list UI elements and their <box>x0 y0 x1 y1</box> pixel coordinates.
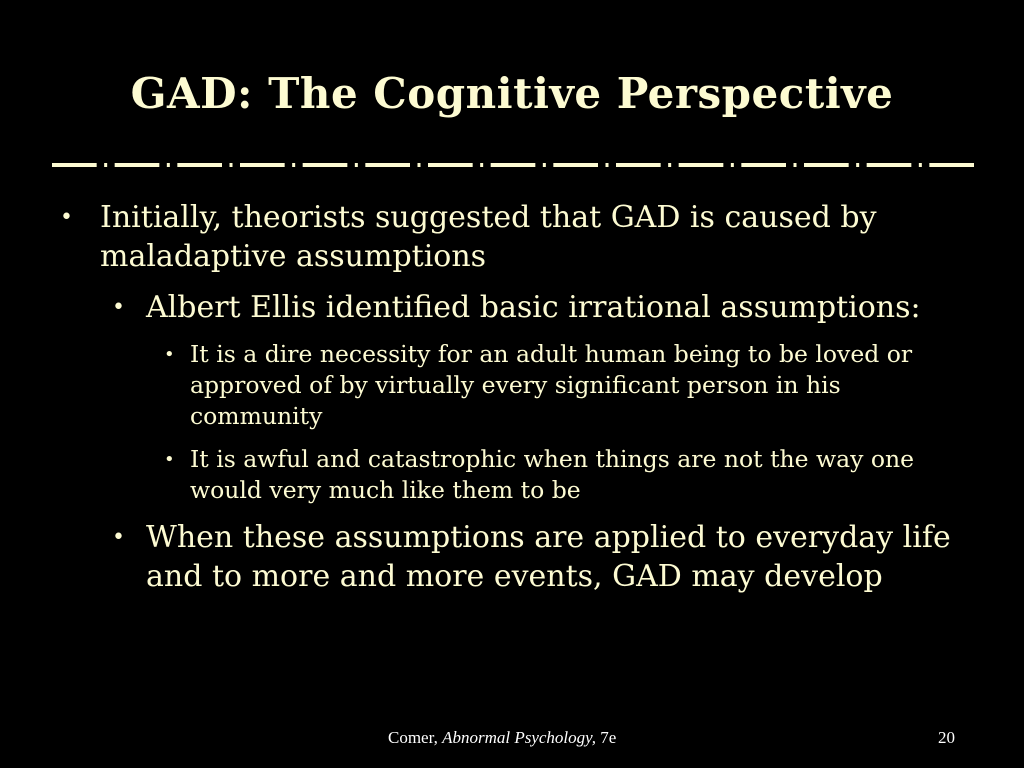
divider-dash <box>553 163 598 167</box>
footer-edition: 7e <box>600 728 617 747</box>
divider-dash <box>365 163 410 167</box>
footer-book-title: Abnormal Psychology, <box>442 728 597 747</box>
bullet-dot-icon: • <box>164 449 175 470</box>
divider-dot <box>919 163 922 167</box>
divider-dash <box>177 163 222 167</box>
divider-dash <box>428 163 473 167</box>
divider-dash <box>616 163 661 167</box>
divider-dot <box>794 163 797 167</box>
page-number: 20 <box>938 728 955 747</box>
divider-dot <box>731 163 734 167</box>
divider-dash <box>741 163 786 167</box>
divider-dot <box>104 163 107 167</box>
footer-citation <box>388 728 616 748</box>
bullet-dot-icon: • <box>60 205 73 230</box>
divider-dash <box>240 163 285 167</box>
footer-author: Comer, <box>388 728 438 747</box>
divider-dot <box>167 163 170 167</box>
divider-dot <box>480 163 483 167</box>
bullet-dot-icon: • <box>164 344 175 365</box>
divider-dash <box>804 163 849 167</box>
divider-dash <box>867 163 912 167</box>
bullet-text: It is a dire necessity for an adult human being to be loved or approved of by virtually every significant person in his community <box>190 340 913 430</box>
divider-dot <box>355 163 358 167</box>
title-divider <box>52 157 974 173</box>
slide-title: GAD: The Cognitive Perspective <box>130 69 894 118</box>
bullet-text: When these assumptions are applied to everyday life and to more and more events, GAD may develop <box>146 520 951 594</box>
divider-dash <box>679 163 724 167</box>
divider-dot <box>606 163 609 167</box>
bullet-level2-item <box>60 518 970 596</box>
divider-dot <box>668 163 671 167</box>
divider-dash <box>303 163 348 167</box>
slide-body <box>60 198 970 608</box>
bullet-level1-item <box>60 198 970 276</box>
bullet-dot-icon: • <box>112 295 125 320</box>
bullet-text: It is awful and catastrophic when things are not the way one would very much like them to be <box>190 445 915 504</box>
divider-dot <box>418 163 421 167</box>
bullet-level3-item <box>60 339 970 432</box>
bullet-text: Initially, theorists suggested that GAD is caused by maladaptive assumptions <box>100 200 877 274</box>
divider-dot <box>856 163 859 167</box>
divider-dot <box>292 163 295 167</box>
bullet-text: Albert Ellis identified basic irrational assumptions: <box>146 290 921 325</box>
divider-dot <box>543 163 546 167</box>
bullet-level3-item <box>60 444 970 506</box>
divider-dash <box>929 163 974 167</box>
divider-dash <box>491 163 536 167</box>
bullet-dot-icon: • <box>112 525 125 550</box>
divider-dot <box>230 163 233 167</box>
divider-dash <box>115 163 160 167</box>
divider-dash <box>52 163 97 167</box>
bullet-level2-item <box>60 288 970 327</box>
